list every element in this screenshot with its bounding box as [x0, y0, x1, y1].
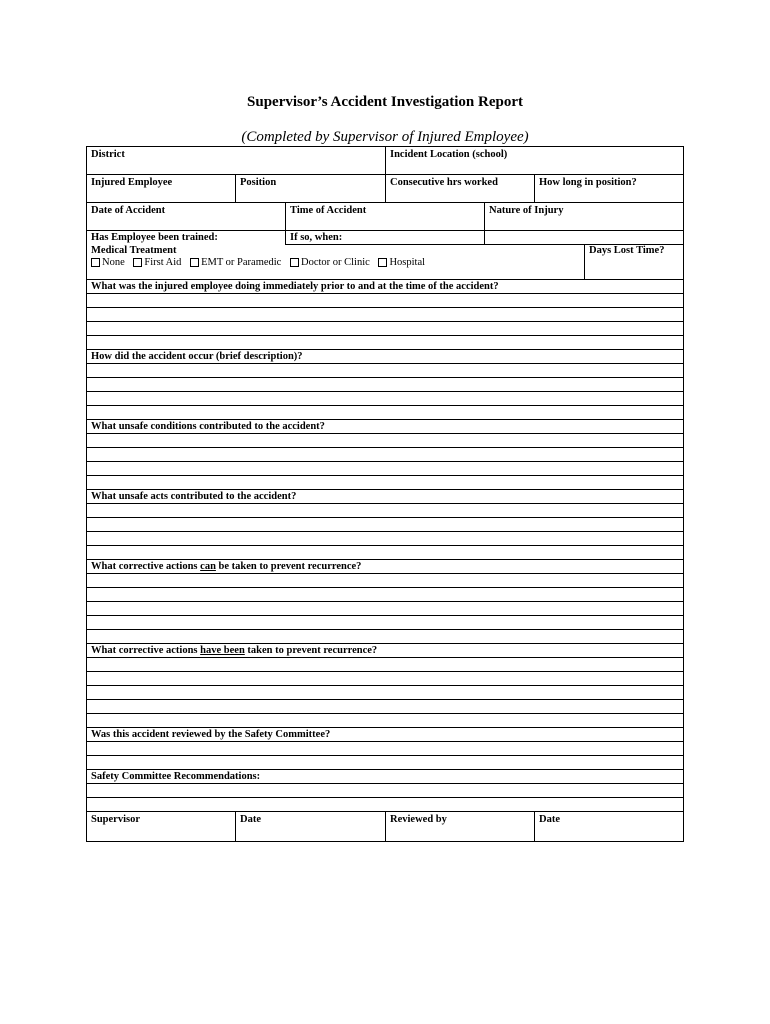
answer-line[interactable] [87, 700, 683, 714]
answer-line[interactable] [87, 448, 683, 462]
question-have-prevented [87, 644, 683, 658]
option-none[interactable] [91, 257, 125, 268]
q6-text-underlined: have been [200, 645, 245, 656]
answer-line[interactable] [87, 658, 683, 672]
answer-line[interactable] [87, 532, 683, 546]
row-employee [87, 175, 683, 203]
answer-line[interactable] [87, 434, 683, 448]
accident-report-form [86, 146, 684, 842]
option-emt-label: EMT or Paramedic [201, 257, 282, 268]
answer-line[interactable] [87, 784, 683, 798]
q5-text-underlined: can [200, 561, 216, 572]
answer-line[interactable] [87, 322, 683, 336]
answer-line[interactable] [87, 798, 683, 812]
question-unsafe-conditions: What unsafe conditions contributed to the accident? [87, 420, 683, 434]
checkbox-icon[interactable] [91, 258, 100, 267]
consecutive-hrs-label: Consecutive hrs worked [390, 177, 498, 188]
checkbox-icon[interactable] [190, 258, 199, 267]
answer-line[interactable] [87, 742, 683, 756]
training-blank [485, 231, 683, 245]
answer-line[interactable] [87, 364, 683, 378]
if-so-when-label: If so, when: [290, 232, 343, 243]
days-lost-label: Days Lost Time? [589, 245, 665, 256]
answer-line[interactable] [87, 504, 683, 518]
answer-line[interactable] [87, 714, 683, 728]
question-committee-recommendations: Safety Committee Recommendations: [87, 770, 683, 784]
district-label: District [91, 149, 125, 160]
option-first-aid-label: First Aid [144, 257, 182, 268]
question-safety-committee-review: Was this accident reviewed by the Safety Committee? [87, 728, 683, 742]
checkbox-icon[interactable] [378, 258, 387, 267]
q6-text-pre: What corrective actions [91, 645, 201, 656]
injured-employee-field[interactable] [87, 175, 236, 202]
consecutive-hrs-field[interactable] [386, 175, 535, 202]
answer-line[interactable] [87, 588, 683, 602]
answer-line[interactable] [87, 406, 683, 420]
date-field-2[interactable] [535, 812, 683, 841]
checkbox-icon[interactable] [290, 258, 299, 267]
form-subtitle: (Completed by Supervisor of Injured Employee) [241, 129, 529, 145]
answer-line[interactable] [87, 616, 683, 630]
row-medical [87, 245, 683, 280]
option-emt[interactable] [190, 257, 281, 268]
incident-location-label: Incident Location (school) [390, 149, 508, 160]
date-label-1: Date [240, 814, 261, 825]
answer-line[interactable] [87, 546, 683, 560]
date-label-2: Date [539, 814, 560, 825]
district-field[interactable] [87, 147, 386, 174]
row-accident-date [87, 203, 683, 231]
option-none-label: None [102, 257, 125, 268]
answer-line[interactable] [87, 308, 683, 322]
answer-line[interactable] [87, 756, 683, 770]
date-of-accident-label: Date of Accident [91, 205, 166, 216]
reviewed-by-field[interactable] [386, 812, 535, 841]
checkbox-icon[interactable] [133, 258, 142, 267]
answer-line[interactable] [87, 336, 683, 350]
trained-label: Has Employee been trained: [91, 232, 218, 243]
answer-line[interactable] [87, 672, 683, 686]
answer-line[interactable] [87, 462, 683, 476]
answer-line[interactable] [87, 518, 683, 532]
reviewed-by-label: Reviewed by [390, 814, 447, 825]
time-of-accident-label: Time of Accident [290, 205, 367, 216]
date-field-1[interactable] [236, 812, 386, 841]
row-signatures [87, 812, 683, 841]
row-training [87, 231, 683, 245]
question-prior-activity: What was the injured employee doing immediately prior to and at the time of the accident? [87, 280, 683, 294]
medical-treatment-label: Medical Treatment [91, 245, 177, 256]
question-unsafe-acts: What unsafe acts contributed to the accident? [87, 490, 683, 504]
supervisor-field[interactable] [87, 812, 236, 841]
answer-line[interactable] [87, 476, 683, 490]
answer-line[interactable] [87, 574, 683, 588]
how-long-field[interactable] [535, 175, 683, 202]
days-lost-field[interactable] [585, 245, 683, 279]
trained-field[interactable] [87, 231, 286, 245]
medical-treatment-field [87, 245, 585, 279]
answer-line[interactable] [87, 294, 683, 308]
nature-of-injury-label: Nature of Injury [489, 205, 564, 216]
option-doctor-label: Doctor or Clinic [300, 257, 370, 268]
if-so-when-field[interactable] [286, 231, 485, 245]
q5-text-post: be taken to prevent recurrence? [215, 561, 362, 572]
answer-line[interactable] [87, 630, 683, 644]
injured-employee-label: Injured Employee [91, 177, 173, 188]
option-hospital-label: Hospital [389, 257, 426, 268]
q6-text-post: taken to prevent recurrence? [244, 645, 378, 656]
supervisor-label: Supervisor [91, 814, 141, 825]
option-hospital[interactable] [378, 257, 425, 268]
question-can-prevent [87, 560, 683, 574]
nature-of-injury-field[interactable] [485, 203, 683, 230]
q5-text-pre: What corrective actions [91, 561, 201, 572]
incident-location-field[interactable] [386, 147, 683, 174]
answer-line[interactable] [87, 392, 683, 406]
answer-line[interactable] [87, 686, 683, 700]
position-field[interactable] [236, 175, 386, 202]
row-district [87, 147, 683, 175]
position-label: Position [240, 177, 277, 188]
how-long-label: How long in position? [539, 177, 637, 188]
question-how-occurred: How did the accident occur (brief description)? [87, 350, 683, 364]
medical-options [91, 257, 580, 268]
form-title: Supervisor’s Accident Investigation Report [247, 94, 523, 110]
answer-line[interactable] [87, 602, 683, 616]
answer-line[interactable] [87, 378, 683, 392]
time-of-accident-field[interactable] [286, 203, 485, 230]
option-first-aid[interactable] [133, 257, 181, 268]
date-of-accident-field[interactable] [87, 203, 286, 230]
option-doctor[interactable] [290, 257, 370, 268]
